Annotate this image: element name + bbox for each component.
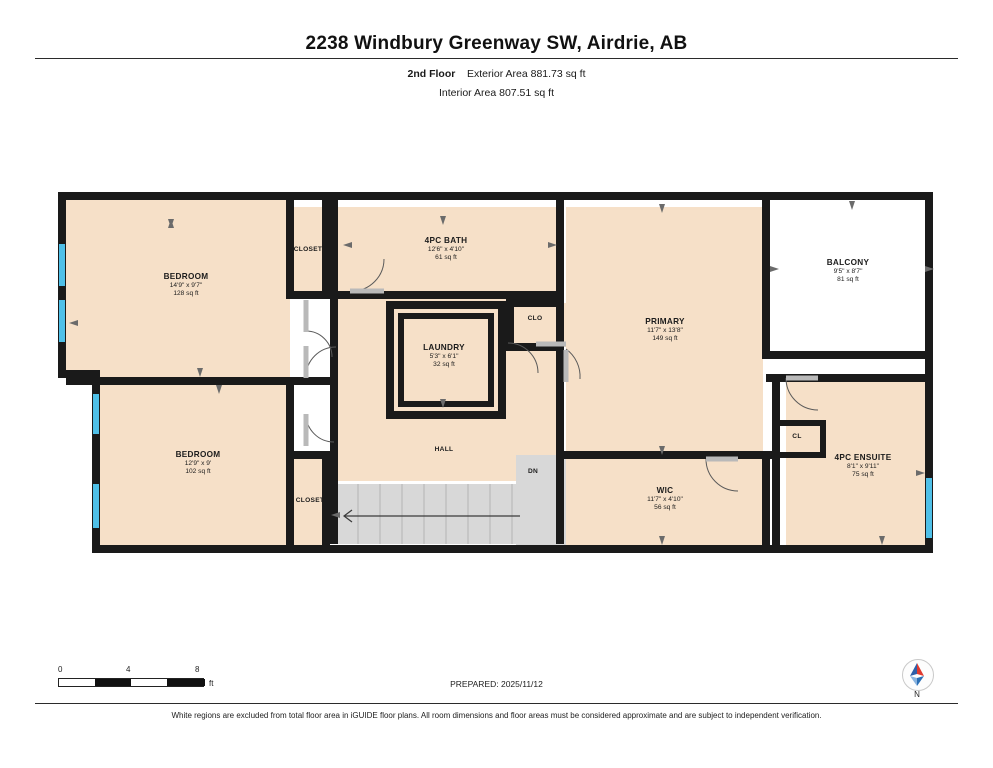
scale-tick-end: 8 — [195, 665, 200, 674]
room-label-clo: CLO — [527, 315, 543, 322]
room-label-primary: PRIMARY 11'7" x 13'8" 149 sq ft — [645, 317, 685, 343]
room-label-4pc-bath: 4PC BATH 12'6" x 4'10" 61 sq ft — [424, 236, 468, 262]
scale-tick-mid: 4 — [126, 665, 131, 674]
disclaimer-text: White regions are excluded from total floor area in iGUIDE floor plans. All room dimensions and floor areas must be considered approximate and are subject to independent verification. — [171, 711, 822, 720]
compass-rose — [898, 659, 938, 705]
interior-area: Interior Area 807.51 sq ft — [439, 87, 554, 99]
room-label-closet-lower: CLOSET — [295, 497, 325, 504]
exterior-area: Exterior Area 881.73 sq ft — [467, 68, 586, 80]
room-label-closet-upper: CLOSET — [293, 246, 323, 253]
scale-ticks — [50, 665, 230, 677]
room-label-bedroom-lower: BEDROOM 12'9" x 9' 102 sq ft — [175, 450, 221, 476]
page-title: 2238 Windbury Greenway SW, Airdrie, AB — [305, 33, 688, 54]
scale-tick-0: 0 — [58, 665, 63, 674]
compass-north-label: N — [914, 690, 920, 699]
room-label-wic: WIC 11'7" x 4'10" 56 sq ft — [647, 486, 683, 512]
room-label-cl: CL — [792, 433, 802, 440]
floor-label: 2nd Floor — [407, 68, 456, 80]
room-label-balcony: BALCONY 9'5" x 8'7" 81 sq ft — [826, 258, 870, 284]
room-label-bedroom-upper: BEDROOM 14'9" x 9'7" 128 sq ft — [163, 272, 209, 298]
prepared-date: PREPARED: 2025/11/12 — [450, 679, 543, 689]
room-label-laundry: LAUNDRY 5'3" x 6'1" 32 sq ft — [423, 343, 465, 369]
disclaimer-divider — [35, 703, 958, 704]
room-label-4pc-ensuite: 4PC ENSUITE 8'1" x 9'11" 75 sq ft — [834, 453, 892, 479]
compass-needle-icon — [898, 659, 938, 691]
scale-unit: ft — [209, 679, 214, 688]
room-label-dn: DN — [527, 468, 539, 475]
room-label-hall: HALL — [434, 446, 454, 453]
